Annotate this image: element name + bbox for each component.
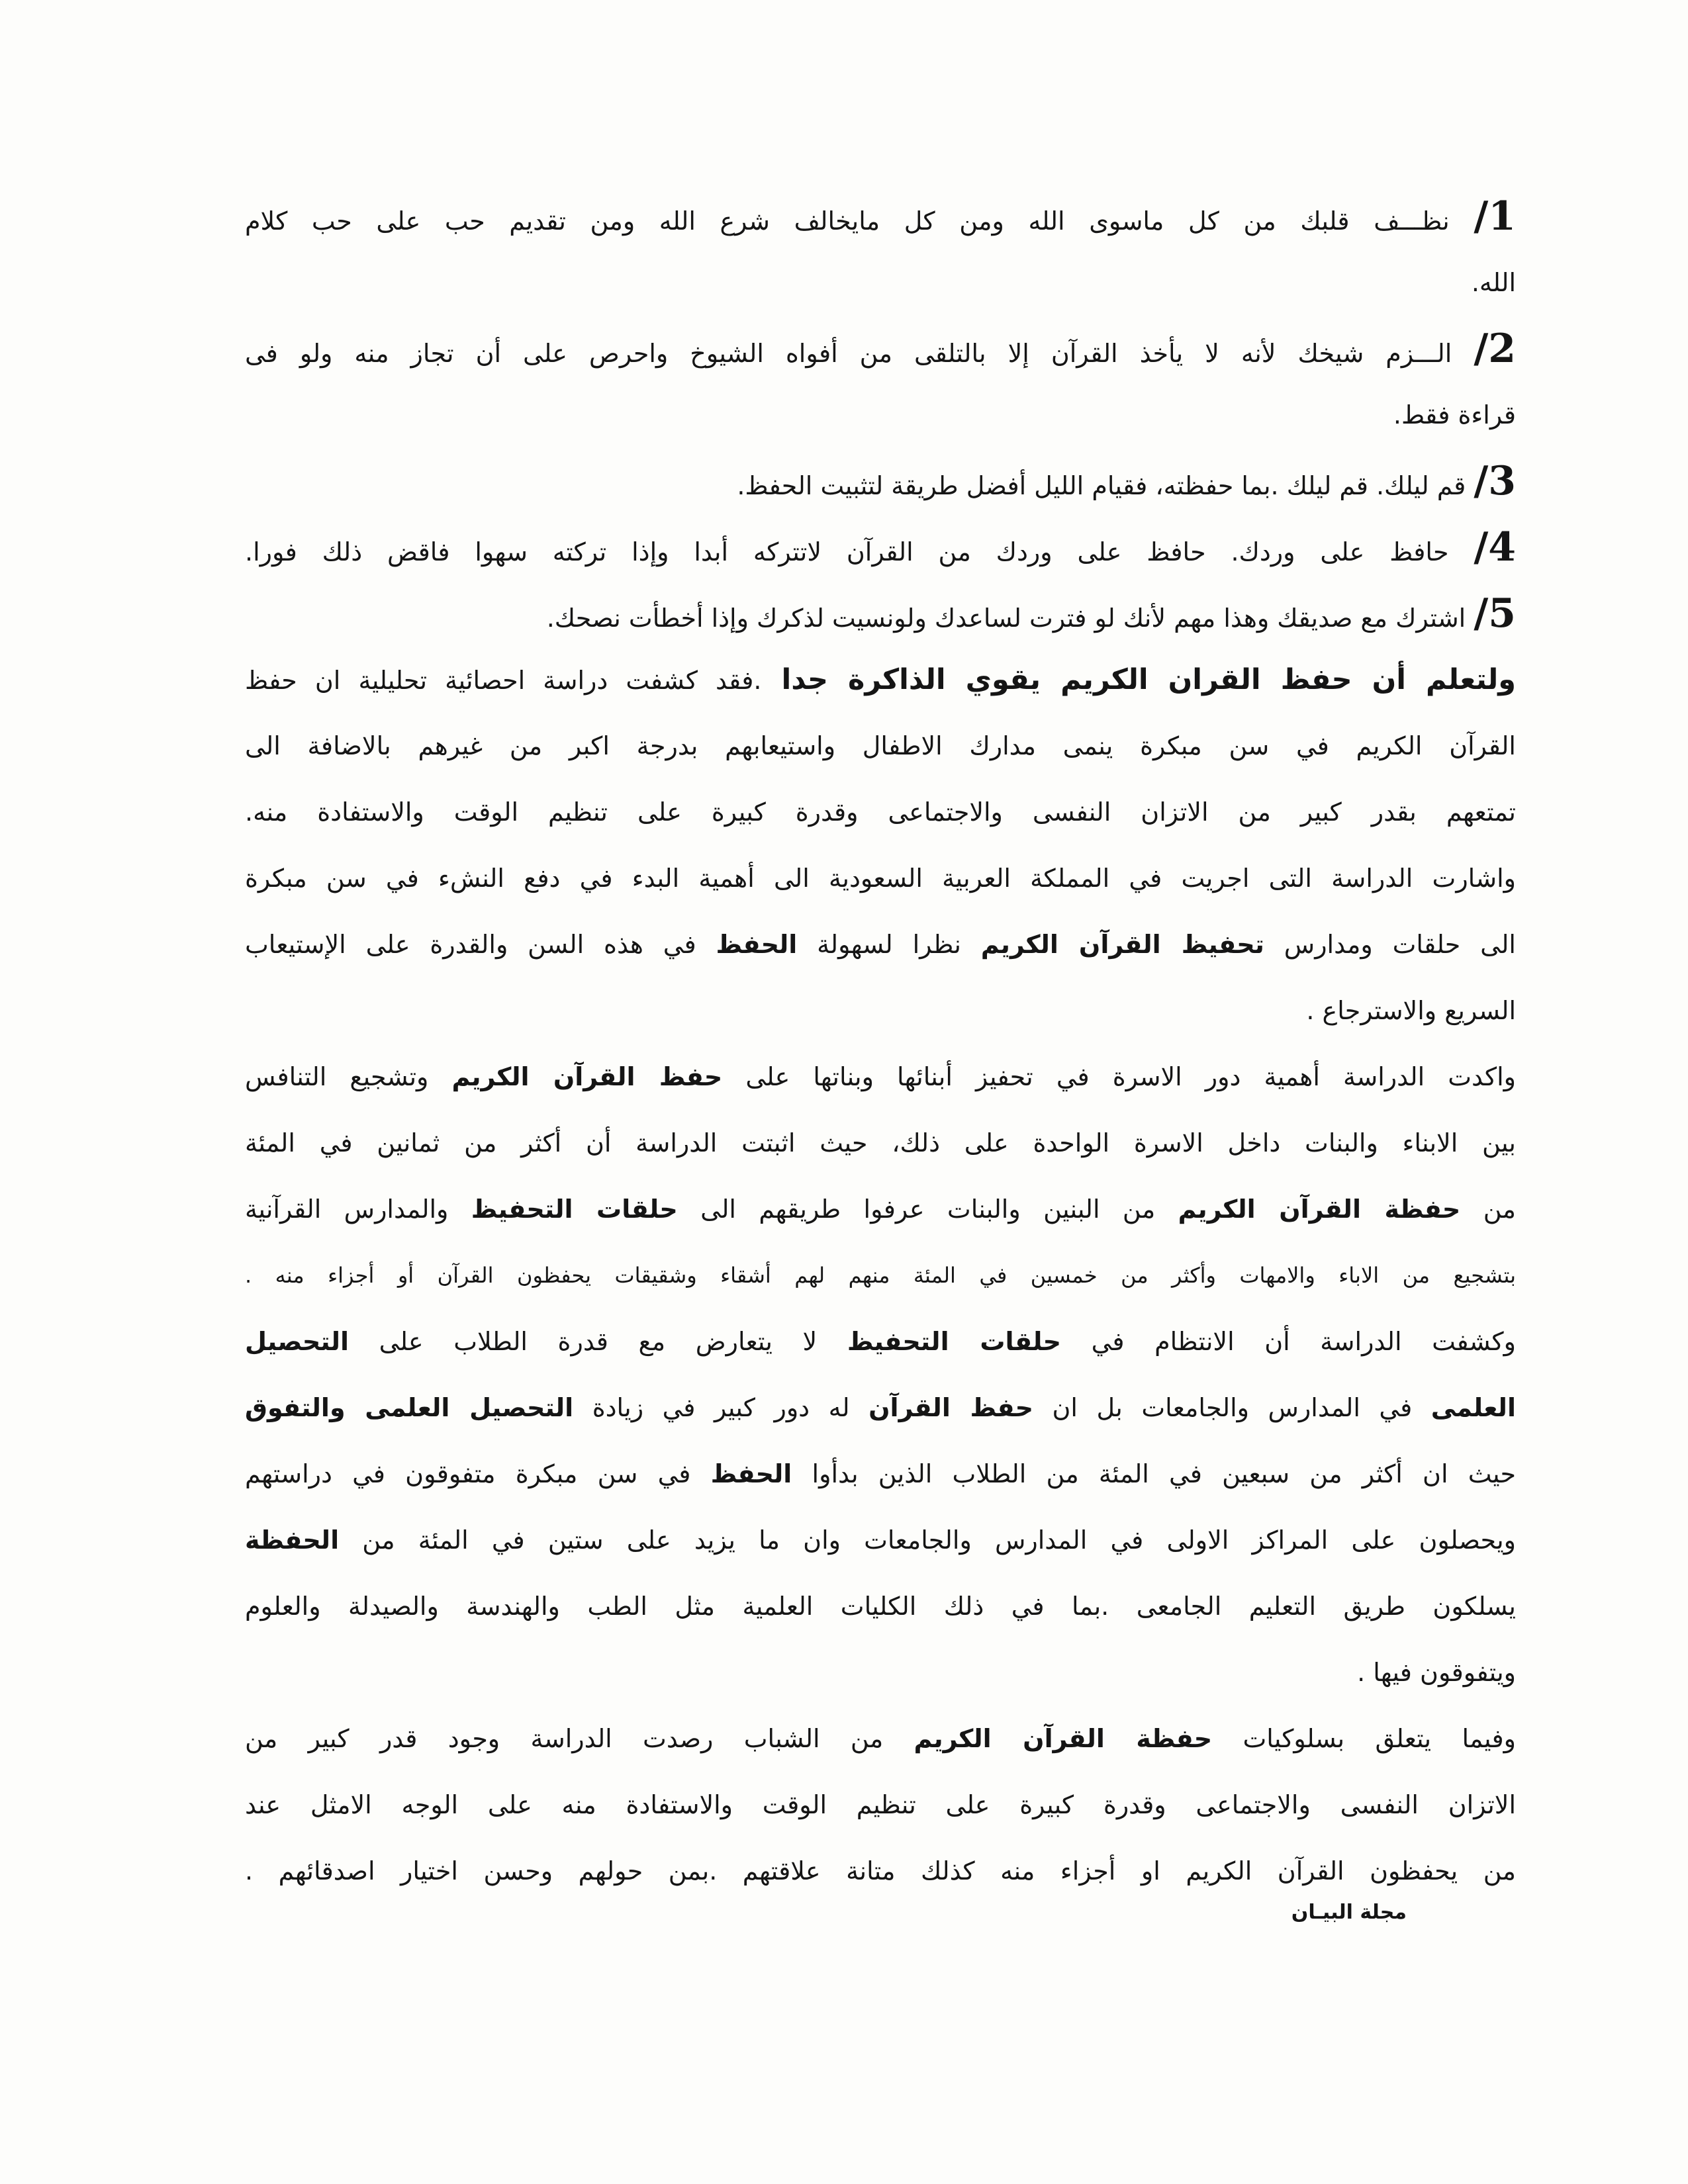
line-text: ويحصلون على المراكز الاولى في المدارس والجامعات وان ما يزيد على ستين في المئة من (339, 1525, 1516, 1555)
paragraph-line (245, 1308, 1516, 1375)
tip-2-text-cont: قراءة فقط. (1393, 400, 1516, 430)
tip-2-line-2 (245, 382, 1516, 448)
article-text (245, 183, 1516, 1904)
bold-phrase: حلقات التحفيظ (847, 1327, 1062, 1356)
line-text: نظرا لسهولة (797, 930, 961, 959)
bold-phrase: حفظ القرآن الكريم (451, 1062, 723, 1091)
paragraph-line (245, 1375, 1516, 1441)
bold-phrase: الحفظة (245, 1525, 340, 1555)
tip-2-line-1 (245, 316, 1516, 382)
line-text: من البنين والبنات عرفوا طريقهم الى (677, 1195, 1156, 1224)
paragraph-line (245, 1044, 1516, 1110)
tip-5-line-1 (245, 580, 1516, 647)
paragraph-line (245, 647, 1516, 713)
line-text: .فقد كشفت دراسة احصائية تحليلية ان حفظ (245, 666, 762, 695)
tip-1-line-1 (245, 183, 1516, 250)
line-text: الاتزان النفسى والاجتماعى وقدرة كبيرة على تنظيم الوقت والاستفادة منه على الوجه الامثل عند (245, 1790, 1516, 1819)
paragraph-line (245, 1838, 1516, 1904)
paragraph-line (245, 713, 1516, 779)
line-text: الى حلقات ومدارس (1264, 930, 1516, 959)
line-text: له دور كبير في زيادة (573, 1393, 850, 1422)
tip-1-text: نظـــف قلبك من كل ماسوى الله ومن كل مايخالف شرع الله ومن تقديم حب على حب كلام (245, 206, 1450, 236)
line-text: من الشباب رصدت الدراسة وجود قدر كبير من (245, 1724, 884, 1753)
line-text: وتشجيع التنافس (245, 1062, 429, 1091)
bold-phrase: حفظة القرآن الكريم (1178, 1195, 1461, 1224)
tip-2-text: الـــزم شيخك لأنه لا يأخذ القرآن إلا بالتلقى من أفواه الشيوخ واحرص على أن تجاز منه ولو فى (245, 339, 1452, 368)
line-text: السريع والاسترجاع . (1306, 996, 1516, 1025)
bold-phrase: الحفظ (716, 930, 798, 959)
bold-phrase: حفظة القرآن الكريم (914, 1724, 1213, 1753)
tip-4-line-1 (245, 514, 1516, 580)
line-text: واكدت الدراسة أهمية دور الاسرة في تحفيز أبنائها وبناتها على (722, 1062, 1516, 1091)
paragraph-line (245, 1639, 1516, 1706)
line-text: في سن مبكرة متفوقون في دراستهم (245, 1459, 691, 1488)
paragraph-line (245, 1441, 1516, 1507)
bold-phrase: الحفظ (710, 1459, 792, 1488)
tip-5-number: 5/ (1474, 590, 1516, 637)
bold-phrase: تحفيظ القرآن الكريم (980, 930, 1264, 959)
bold-phrase: حفظ القرآن (868, 1393, 1033, 1422)
tip-4-number: 4/ (1474, 524, 1516, 570)
paragraph-line (245, 911, 1516, 978)
tip-3-line-1 (245, 448, 1516, 514)
line-text: بتشجيع من الاباء والامهات وأكثر من خمسين في المئة منهم لهم أشقاء وشقيقات يحفظون القرآن أو أجزاء منه . (245, 1263, 1516, 1288)
line-text: والمدارس القرآنية (245, 1195, 449, 1224)
paragraph-line (245, 1772, 1516, 1838)
line-text: حيث ان أكثر من سبعين في المئة من الطلاب الذين بدأوا (792, 1459, 1516, 1488)
paragraph-line (245, 978, 1516, 1044)
paragraph-line (245, 1706, 1516, 1772)
tip-5-text: اشترك مع صديقك وهذا مهم لأنك لو فترت لساعدك ولونسيت لذكرك وإذا أخطأت نصحك. (546, 604, 1466, 633)
line-text: في هذه السن والقدرة على الإستيعاب (245, 930, 696, 959)
line-text: وكشفت الدراسة أن الانتظام في (1061, 1327, 1516, 1356)
magazine-credit: مجلة البيـان (1291, 1901, 1407, 1924)
tip-1-text-cont: الله. (1471, 268, 1516, 297)
paragraph-line (245, 1176, 1516, 1242)
line-text: ويتفوقون فيها . (1357, 1658, 1516, 1687)
bold-phrase: التحصيل العلمى والتفوق (245, 1393, 574, 1422)
bold-lead-phrase: ولتعلم أن حفظ القران الكريم يقوي الذاكرة جدا (761, 663, 1516, 696)
paragraph-line (245, 1507, 1516, 1573)
line-text: من (1460, 1195, 1516, 1224)
tip-1-number: 1/ (1474, 193, 1516, 240)
paragraph-line (245, 779, 1516, 845)
paragraph-line-small (245, 1242, 1516, 1308)
line-text: تمتعهم بقدر كبير من الاتزان النفسى والاجتماعى وقدرة كبيرة على تنظيم الوقت والاستفادة منه. (245, 797, 1516, 827)
paragraph-line (245, 845, 1516, 911)
line-text: بين الابناء والبنات داخل الاسرة الواحدة على ذلك، حيث اثبتت الدراسة أن أكثر من ثمانين في المئة (245, 1128, 1516, 1158)
paragraph-line (245, 1110, 1516, 1176)
paragraph-line (245, 1573, 1516, 1639)
tip-4-text: حافظ على وردك. حافظ على وردك من القرآن لاتتركه أبدا وإذا تركته سهوا فاقض ذلك فورا. (245, 537, 1449, 567)
tip-3-text: قم ليلك. قم ليلك .بما حفظته، فقيام الليل أفضل طريقة لتثبيت الحفظ. (737, 471, 1466, 500)
bold-phrase: حلقات التحفيظ (471, 1195, 678, 1224)
bold-phrase: العلمى (1430, 1393, 1516, 1422)
tip-3-number: 3/ (1474, 458, 1516, 504)
line-text: في المدارس والجامعات بل ان (1033, 1393, 1413, 1422)
line-text: وفيما يتعلق بسلوكيات (1212, 1724, 1516, 1753)
bold-phrase: التحصيل (245, 1327, 350, 1356)
line-text: يسلكون طريق التعليم الجامعى .بما في ذلك الكليات العلمية مثل الطب والهندسة والصيدلة والعلوم (245, 1592, 1516, 1621)
line-text: واشارت الدراسة التى اجريت في المملكة العربية السعودية الى أهمية البدء في دفع النشء في سن مبكرة (245, 864, 1516, 893)
tip-1-line-2 (245, 250, 1516, 316)
line-text: لا يتعارض مع قدرة الطلاب على (349, 1327, 818, 1356)
line-text: القرآن الكريم في سن مبكرة ينمى مدارك الاطفال واستيعابهم بدرجة اكبر من غيرهم بالاضافة الى (245, 731, 1516, 760)
tip-2-number: 2/ (1474, 326, 1516, 372)
line-text: من يحفظون القرآن الكريم او أجزاء منه كذلك متانة علاقتهم .بمن حولهم وحسن اختيار اصدقائهم . (245, 1856, 1516, 1886)
